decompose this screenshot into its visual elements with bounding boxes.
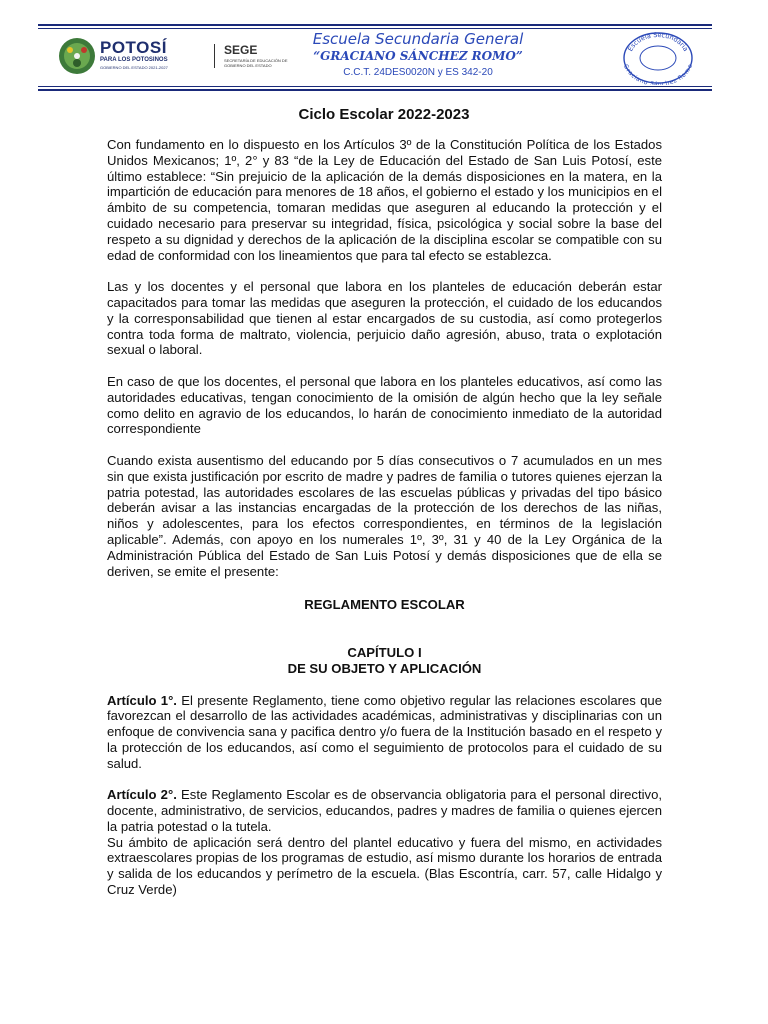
header-rule-bottom	[38, 89, 712, 91]
article-2-scope: Su ámbito de aplicación será dentro del plantel educativo y fuera del mismo, en actividades extraescolares propias de los programas de estudio, así mismo durante los horarios de entrada y salida de los educandos y perímetro de la escuela. (Blas Escontría, carr. 57, calle Hidalgo y Cruz Verde)	[107, 834, 662, 898]
agency-logo-sub: SECRETARÍA DE EDUCACIÓN DE GOBIERNO DEL ESTADO	[224, 58, 288, 68]
chapter-title: CAPÍTULO I	[347, 645, 422, 661]
paragraph-omission: En caso de que los docentes, el personal que labora en los planteles educativos, así como las autoridades educativas, tengan conocimiento de la omisión de algún hecho que la ley señale como delito en agravio de los educandos, lo harán de conocimiento inmediato de la autoridad correspondiente	[107, 373, 662, 437]
government-seal-icon	[58, 36, 96, 76]
article-2	[107, 787, 662, 834]
logo-separator	[214, 44, 215, 68]
letterhead	[38, 24, 712, 90]
agency-logo-word: SEGE	[224, 43, 258, 57]
article-2-label: Artículo 2°.	[107, 787, 177, 803]
article-2-text: Este Reglamento Escolar es de observancia obligatoria para el personal directivo, docente, administrativo, de servicios, educandos, padres y madres de familia o quienes ejercen la patria potestad o la tutela.	[107, 787, 662, 834]
school-subname: “GRACIANO SÁNCHEZ ROMO”	[313, 49, 523, 63]
school-cct: C.C.T. 24DES0020N y ES 342-20	[343, 67, 493, 78]
paragraph-foundation: Con fundamento en lo dispuesto en los Artículos 3º de la Constitución Política de los Estados Unidos Mexicanos; 1º, 2° y 83 “de la Ley de Educación del Estado de San Luis Potosí, este último establece: “Sin prejuicio de la aplicación de la demás disposiciones en la matera, en la impartición de educación para menores de 18 años, el gobierno el estado y los municipios en el ámbito de su competencia, tomaran medidas que aseguren al educando la protección y el cuidado necesario para preservar su integridad, física, psicológica y social sobre la base del respeto a su dignidad y derechos de la aplicación de la disciplina escolar se compatible con su edad de conformidad con los lineamientos que para tal efecto se establezca.	[107, 137, 662, 263]
paragraph-absence: Cuando exista ausentismo del educando por 5 días consecutivos o 7 acumulados en un mes sin que exista justificación por escrito de madre y padres de familia o tutores quienes ejerzan la patria potestad, las autoridades escolares de las escuelas públicas y privadas del tipo básico deberán avisar a las instancias encargadas de la protección de los derechos de las niñas, niños y adolescentes, para los efectos correspondientes, en términos de la legislación aplicable”. Además, con apoyo en los numerales 1º, 3º, 31 y 40 de la Ley Orgánica de la Administración Pública del Estado de San Luis Potosí y demás disposiciones que de ella se deriven, se emite el presente:	[107, 452, 662, 579]
header-rule-top	[38, 24, 712, 26]
emblem-text-top: Escuela Secundaria	[626, 30, 690, 53]
header-rule-bottom-thin	[38, 86, 712, 87]
chapter-subtitle: DE SU OBJETO Y APLICACIÓN	[287, 660, 482, 676]
gov-logo-sub: PARA LOS POTOSINOS	[100, 57, 168, 63]
svg-text:Escuela Secundaria	[626, 31, 690, 53]
article-1-label: Artículo 1°.	[107, 692, 177, 708]
article-1	[107, 693, 662, 772]
paragraph-teachers: Las y los docentes y el personal que labora en los planteles de educación deberán estar capacitados para tomar las medidas que aseguren la protección, el cuidado de los educandos y la corresponsabilidad que tienen al estar encargados de su custodia, así como protegerlos contra toda forma de maltrato, violencia, perjuicio daño agresión, abuso, trata o explotación sexual o laboral.	[107, 279, 662, 358]
header-rule-top-thin	[38, 28, 712, 29]
document-title: Ciclo Escolar 2022-2023	[298, 106, 470, 123]
document-body	[107, 137, 662, 914]
section-title: REGLAMENTO ESCOLAR	[304, 597, 465, 613]
gov-logo-sub2: GOBIERNO DEL ESTADO 2021-2027	[100, 65, 168, 70]
school-name: Escuela Secundaria General	[312, 30, 524, 48]
school-emblem-icon	[620, 29, 696, 85]
gov-logo-word: POTOSÍ	[100, 38, 167, 57]
emblem-text-bottom: Graciano Sánchez Romo	[621, 63, 695, 85]
article-1-text: El presente Reglamento, tiene como objetivo regular las relaciones escolares que favorezcan el desarrollo de las actividades académicas, administrativas y disciplinarias con un enfoque de convivencia sana y pacifica dentro y/o fuera de la Institución basado en el respeto y la protección de los educandos, así como el seguimiento de protocolos para el cuidado de su salud.	[107, 692, 662, 771]
